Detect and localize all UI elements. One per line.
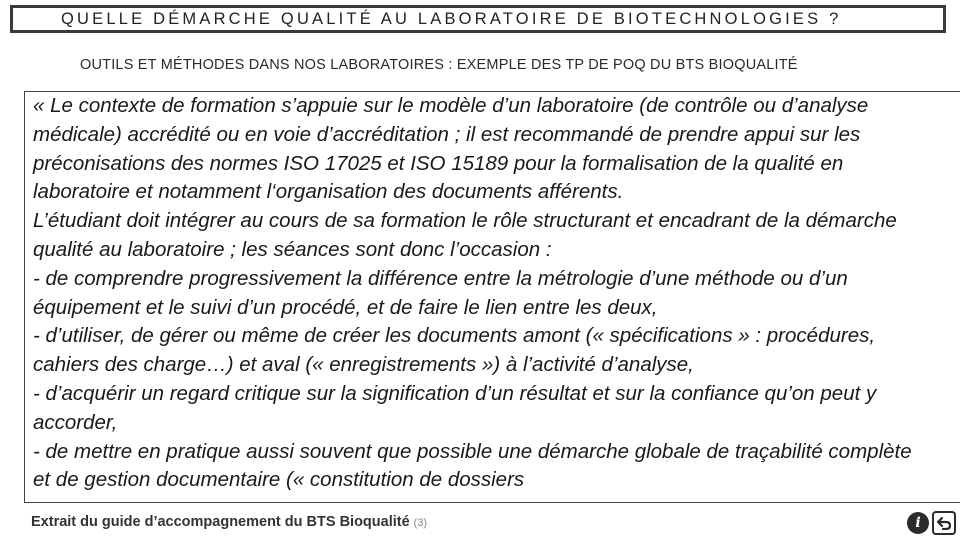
body-paragraph: L’étudiant doit intégrer au cours de sa formation le rôle structurant et encadrant de la démarche qualité au laboratoire ; les séances sont donc l’occasion : — [33, 209, 897, 261]
section-subtitle: OUTILS ET MÉTHODES DANS NOS LABORATOIRES : EXEMPLE DES TP DE POQ DU BTS BIOQUALITÉ — [80, 57, 798, 73]
body-paragraph: - d’utiliser, de gérer ou même de créer les documents amont (« spécifications » : procédures, cahiers des charge…) et aval (« enregistrements ») à l’activité d’analyse, — [33, 324, 876, 377]
title-bar — [10, 5, 946, 33]
page-title: QUELLE DÉMARCHE QUALITÉ AU LABORATOIRE DE BIOTECHNOLOGIES ? — [61, 9, 842, 28]
body-paragraph: - de mettre en pratique aussi souvent que possible une démarche globale de traçabilité complète et de gestion documentaire (« constitution de dossiers — [33, 439, 912, 492]
body-paragraph: - de comprendre progressivement la différence entre la métrologie d’une méthode ou d’un équipement et le suivi d’un procédé, et de faire le lien entre les deux, — [33, 266, 848, 319]
info-icon[interactable]: i — [907, 512, 929, 534]
source-caption — [31, 514, 427, 530]
reference-number: (3) — [413, 517, 428, 529]
body-paragraph: - d’acquérir un regard critique sur la signification d’un résultat et sur la confiance qu’on peut y accorder, — [33, 381, 877, 434]
quote-body — [33, 92, 913, 495]
return-arrow-icon[interactable] — [932, 511, 956, 535]
body-paragraph: « Le contexte de formation s’appuie sur le modèle d’un laboratoire (de contrôle ou d’analyse médicale) accrédité ou en voie d’accréditation ; il est recommandé de prendre appui sur les préconisations des normes ISO 17025 et ISO 15189 pour la formalisation de la qualité en laboratoire et notamment l‘organisation des documents afférents. — [33, 94, 869, 204]
source-caption-text: Extrait du guide d’accompagnement du BTS Bioqualité — [31, 514, 410, 530]
return-arrow-glyph — [936, 516, 952, 530]
